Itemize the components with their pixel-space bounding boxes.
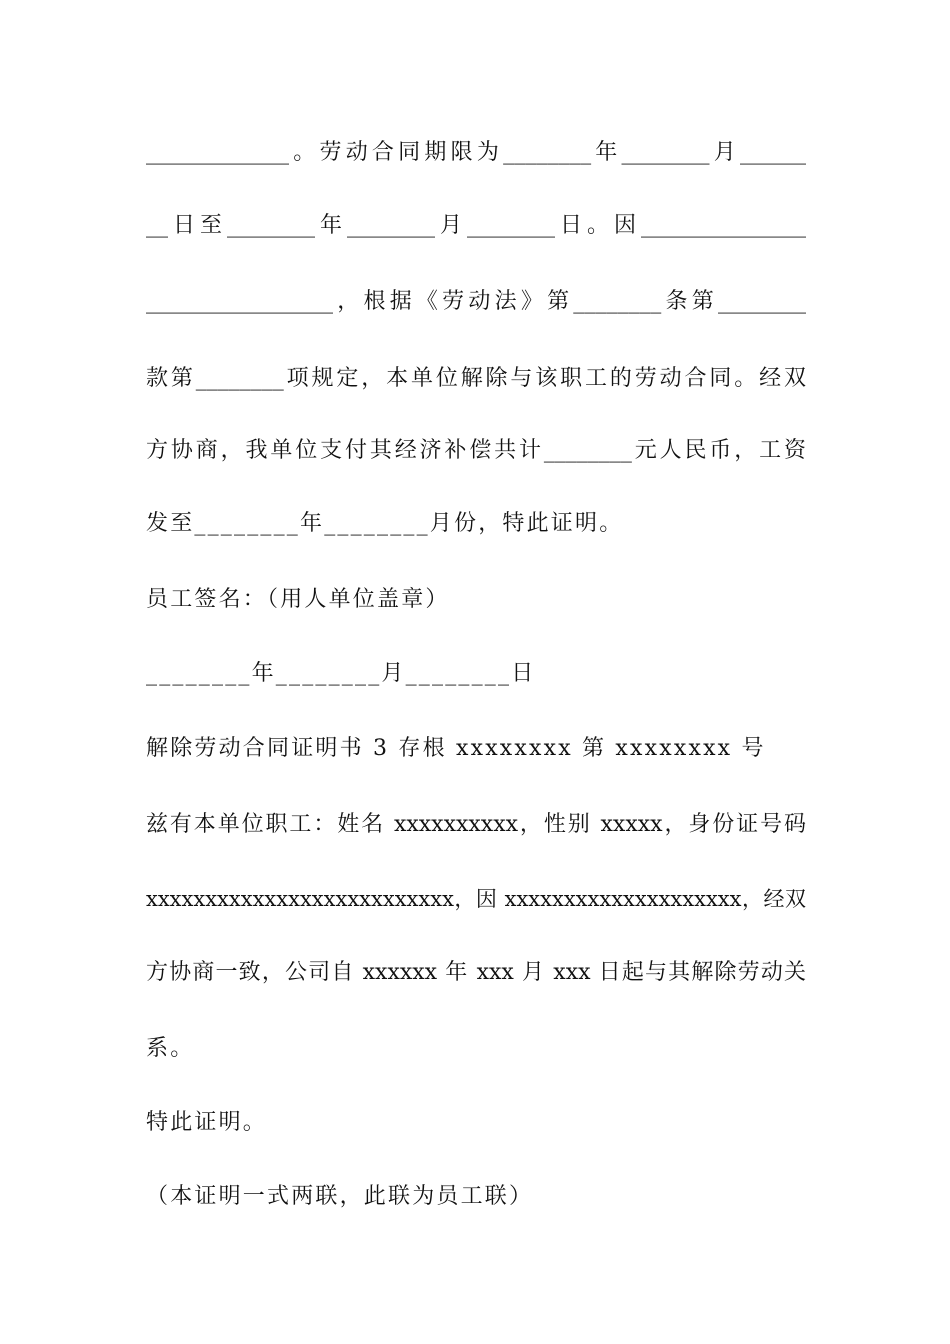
text-line-stub-title: 解除劳动合同证明书 3 存根 xxxxxxxx 第 xxxxxxxx 号: [146, 736, 766, 761]
text-line-labor-law: _________________，根据《劳动法》第________条第________: [146, 289, 806, 314]
text-line-compensation: 方协商，我单位支付其经济补偿共计________元人民币，工资: [146, 438, 806, 463]
text-line-termination: 款第________项规定，本单位解除与该职工的劳动合同。经双: [146, 366, 806, 391]
text-line-certify: 特此证明。: [146, 1110, 268, 1135]
text-line-relation-end: 系。: [146, 1036, 195, 1061]
text-line-date-blanks: ________年________月________日: [146, 661, 536, 686]
text-line-signature: 员工签名：（用人单位盖章）: [146, 587, 450, 612]
text-line-wages: 发至________年________月份，特此证明。: [146, 511, 624, 536]
text-line-copy-note: （本证明一式两联，此联为员工联）: [146, 1184, 534, 1209]
text-line-end-date: __日至________年________月________日。因_______________: [146, 213, 806, 238]
text-line-employee-info: 兹有本单位职工：姓名 xxxxxxxxxx，性别 xxxxx，身份证号码: [146, 812, 806, 837]
text-line-id-reason: xxxxxxxxxxxxxxxxxxxxxxxxxx，因 xxxxxxxxxxxxxxxxxxxx，经双: [146, 887, 806, 911]
text-line-contract-period: _____________。劳动合同期限为________年________月______: [146, 140, 806, 165]
text-line-agreement: 方协商一致，公司自 xxxxxx 年 xxx 月 xxx 日起与其解除劳动关: [146, 960, 806, 985]
